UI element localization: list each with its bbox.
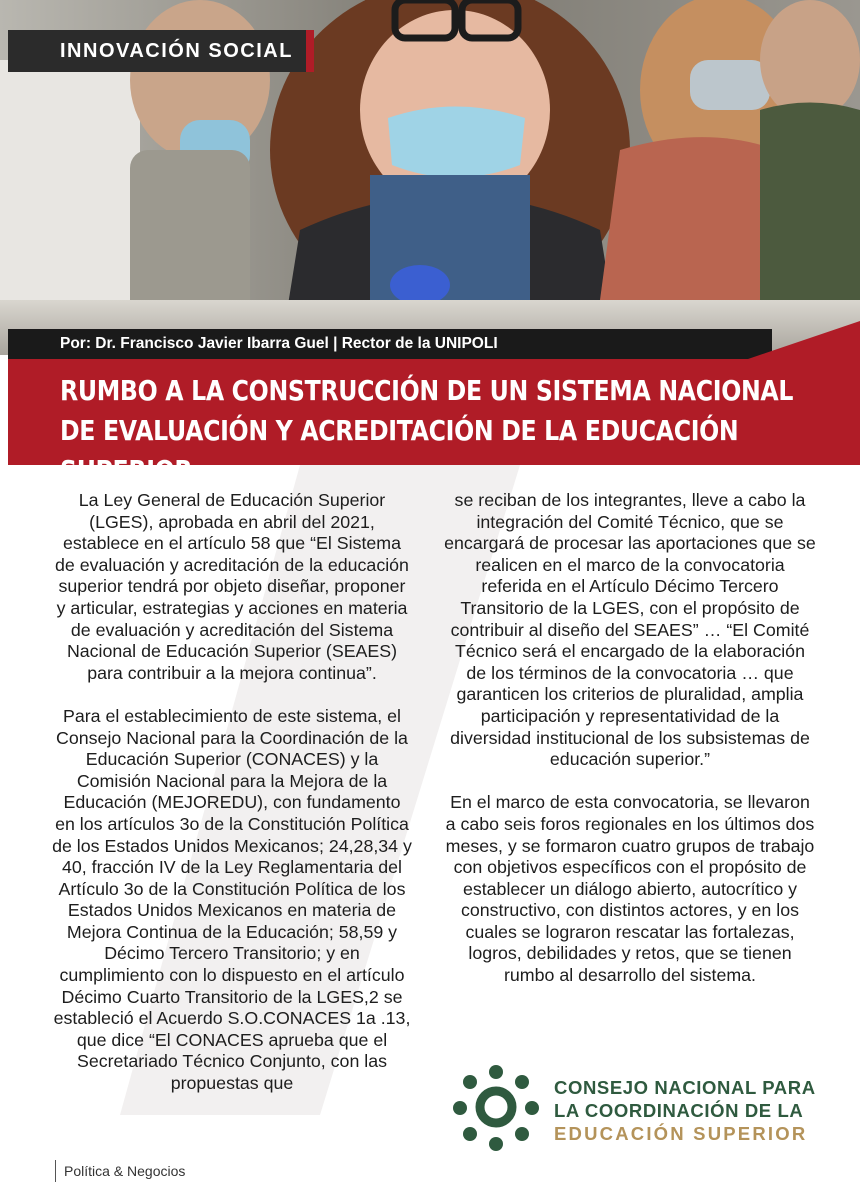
article-column-right	[444, 490, 816, 1008]
author-byline: Por: Dr. Francisco Javier Ibarra Guel | Rector de la UNIPOLI	[8, 329, 772, 359]
page-footer: Política & Negocios	[55, 1160, 185, 1182]
section-label: INNOVACIÓN SOCIAL	[8, 30, 314, 72]
logo-text-line: LA COORDINACIÓN DE LA	[554, 1100, 804, 1121]
logo-text-line: EDUCACIÓN SUPERIOR	[554, 1123, 808, 1144]
logo-text-line: CONSEJO NACIONAL PARA	[554, 1077, 816, 1098]
article-paragraph: Para el establecimiento de este sistema, el Consejo Nacional para la Coordinación de la Educación Superior (CONACES) y la Comisión Nacional para la Mejora de la Educación (MEJOREDU), con fundamento en los artículos 3o de la Constitución Política de los Estados Unidos Mexicanos; 24,28,34 y 40, fracción IV de la Ley Reglamentaria del Artículo 3o de la Constitución Política de los Estados Unidos Mexicanos en materia de Mejora Continua de la Educación; 58,59 y Décimo Tercero Transitorio; y en cumplimiento con lo dispuesto en el artículo Décimo Cuarto Transitorio de la LGES,2 se estableció el Acuerdo S.O.CONACES 1a .13, que dice “El CONACES aprueba que el Secretariado Técnico Conjunto, con las propuestas que	[52, 705, 412, 1094]
conaces-logo	[450, 1062, 830, 1152]
title-banner	[8, 359, 860, 487]
article-paragraph: La Ley General de Educación Superior (LGES), aprobada en abril del 2021, establece en el artículo 58 que “El Sistema de evaluación y acreditación de la educación superior tendrá por objeto diseñar, proponer y articular, estrategias y acciones en materia de evaluación y acreditación del Sistema Nacional de Educación Superior (SEAES) para contribuir a la mejora continua”.	[55, 490, 409, 683]
conaces-wordmark	[554, 1076, 834, 1145]
article-paragraph: se reciban de los integrantes, lleve a cabo la integración del Comité Técnico, que se encargará de procesar las aportaciones que se realicen en el marco de la convocatoria referida en el Artículo Décimo Tercero Transitorio de la LGES, con el propósito de contribuir al diseño del SEAES” … “El Comité Técnico será el encargado de la elaboración de los términos de la convocatoria … que garanticen los criterios de pluralidad, amplia participación y representatividad de la diversidad institucional de los subsistemas de educación superior.”	[444, 490, 816, 770]
conaces-emblem-icon	[450, 1062, 542, 1152]
article-title: RUMBO A LA CONSTRUCCIÓN DE UN SISTEMA NACIONAL DE EVALUACIÓN Y ACREDITACIÓN DE LA EDUCACIÓN SUPERIOR.	[60, 375, 794, 487]
article-paragraph: En el marco de esta convocatoria, se llevaron a cabo seis foros regionales en los últimos dos meses, y se formaron cuatro grupos de trabajo con objetivos específicos con el propósito de establecer un diálogo abierto, autocrítico y constructivo, con distintos actores, y en los cuales se lograron rescatar las fortalezas, logros, debilidades y retos, que se tienen rumbo al desarrollo del sistema.	[445, 792, 815, 986]
article-column-left	[52, 490, 412, 1116]
